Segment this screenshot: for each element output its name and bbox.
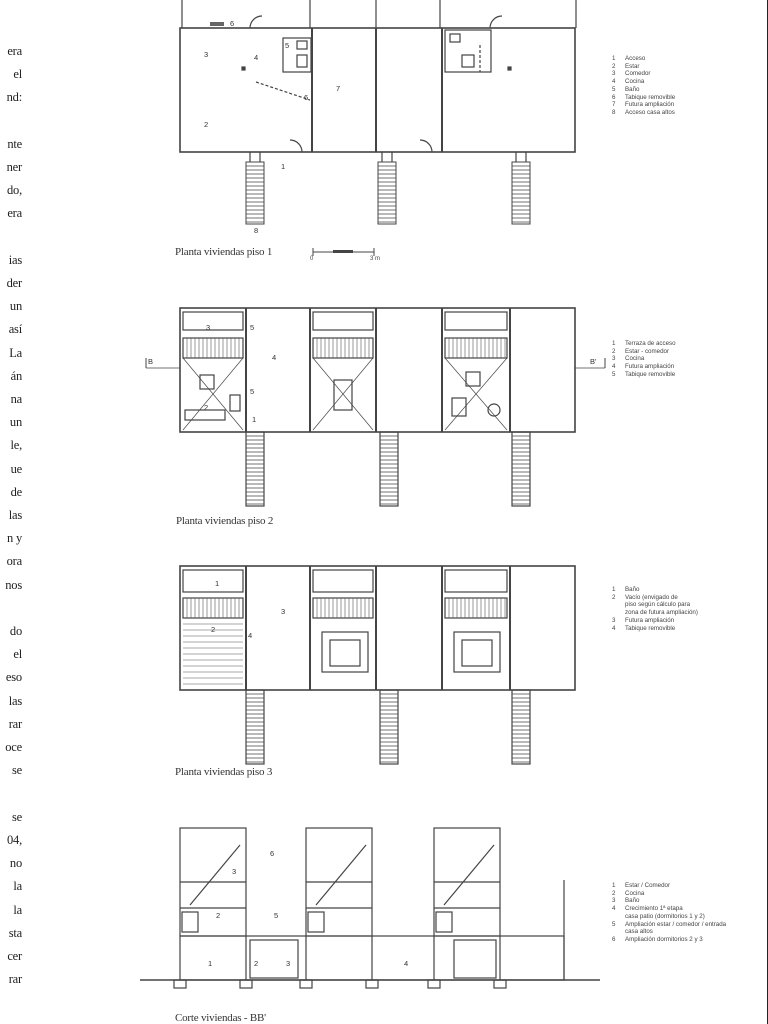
section-marker-left: B <box>148 357 154 366</box>
left-text-line: rar <box>8 716 22 731</box>
left-text-line: cer <box>7 948 22 963</box>
left-text-line: era <box>7 44 22 58</box>
floor1-legend-text: Baño <box>625 85 640 93</box>
floor2-legend-text: Futura ampliación <box>625 363 675 371</box>
left-text-line: un <box>9 299 22 314</box>
floor2-label-3: 3 <box>206 323 211 332</box>
left-text-line: de <box>10 484 22 499</box>
floor2-legend-number: 4 <box>612 363 616 371</box>
section-legend-number: 5 <box>612 920 616 928</box>
floor1-caption: Planta viviendas piso 1 <box>175 246 273 258</box>
section-legend-item <box>612 936 726 944</box>
floor1-legend-text: Comedor <box>625 70 651 78</box>
section-legend-number: 6 <box>612 935 616 943</box>
floor2-label-4: 4 <box>272 353 277 362</box>
floor3-label-3: 3 <box>281 607 286 616</box>
floor1-legend-text: Tabique removible <box>625 93 676 101</box>
floor1-label-1: 1 <box>281 162 286 171</box>
left-text-line: el <box>13 647 22 662</box>
floor2-legend-text: Terraza de acceso <box>625 340 676 347</box>
floor2-legend-number: 1 <box>612 340 616 347</box>
floor1-legend-number: 7 <box>612 101 616 109</box>
left-text-line: ora <box>6 554 22 569</box>
floor1-legend-number: 2 <box>612 62 616 70</box>
floor2-label-2: 2 <box>204 403 209 412</box>
floor3-label-2: 2 <box>211 625 216 634</box>
section-label-3b: 3 <box>286 959 291 968</box>
floor3-legend-number: 4 <box>612 624 616 632</box>
section-label-3: 3 <box>232 867 237 876</box>
floor3-legend-text: Futura ampliación <box>625 616 675 624</box>
section-label-2a: 2 <box>216 911 221 920</box>
floor1-legend-number: 4 <box>612 78 616 86</box>
floor3-legend-number: 3 <box>612 616 616 624</box>
floor1-legend-number: 6 <box>612 93 616 101</box>
section-legend-text: Cocina <box>625 889 645 897</box>
left-text-line: án <box>10 368 22 383</box>
section-legend <box>612 882 726 944</box>
floor2-label-5b: 5 <box>250 387 255 396</box>
section-legend-number: 4 <box>612 905 616 913</box>
floor1-legend-text: Cocina <box>625 78 645 86</box>
floor3-legend-text: Vacío (envigado de piso según cálculo para zona de futura ampliación) <box>625 593 698 617</box>
section-label-5: 5 <box>274 911 279 920</box>
floor1-label-6a: 6 <box>230 19 235 28</box>
floor2-label-5a: 5 <box>250 323 255 332</box>
left-text-line: nte <box>7 136 22 151</box>
left-text-line: der <box>6 276 22 291</box>
floor1-legend-text: Acceso casa altos <box>625 108 675 116</box>
floor2-legend-number: 3 <box>612 355 616 363</box>
section-legend-item <box>612 882 726 890</box>
left-text-line: ias <box>8 252 22 267</box>
floor1-label-2: 2 <box>204 120 209 129</box>
floor1-legend-text: Acceso <box>625 55 646 62</box>
floor2-legend-text: Tabique removible <box>625 370 676 378</box>
section-label-4: 4 <box>404 959 409 968</box>
floor1-label-6b: 6 <box>304 93 309 102</box>
scale-end-label: 3 m <box>370 256 381 262</box>
floor1-legend-number: 5 <box>612 85 616 93</box>
left-text-line: la <box>13 902 22 917</box>
section-legend-item <box>612 921 726 936</box>
floor1-legend-number: 8 <box>612 108 616 116</box>
left-text-line: un <box>9 415 22 430</box>
scale-start-label: 0 <box>310 256 314 262</box>
section-legend-item <box>612 897 726 905</box>
left-text-line: 04, <box>6 832 22 847</box>
floor1-label-3: 3 <box>204 50 209 59</box>
left-text-line: no <box>9 856 22 871</box>
floor2-legend-text: Cocina <box>625 355 645 363</box>
left-text-line: oce <box>5 740 22 755</box>
section-legend-text: Crecimiento 1ª etapa casa patio (dormitorios 1 y 2) <box>625 905 705 920</box>
section-caption: Corte viviendas - BB' <box>175 1012 266 1024</box>
section-label-2b: 2 <box>254 959 259 968</box>
floor3-legend-number: 1 <box>612 586 616 593</box>
floor3-legend-number: 2 <box>612 593 616 601</box>
left-text-line: la <box>13 879 22 894</box>
left-text-line: do <box>9 624 22 639</box>
floor2-caption: Planta viviendas piso 2 <box>176 515 274 527</box>
floor1-label-8: 8 <box>254 226 259 235</box>
left-text-line: na <box>10 392 22 407</box>
floor1-legend-number: 3 <box>612 70 616 78</box>
floor1-legend-number: 1 <box>612 55 616 62</box>
left-text-line: era <box>7 206 22 221</box>
section-legend-text: Baño <box>625 897 640 905</box>
left-text-line: se <box>11 809 22 824</box>
floor2-legend-number: 5 <box>612 370 616 378</box>
section-legend-item <box>612 890 726 898</box>
section-label-1: 1 <box>208 959 213 968</box>
floor1-legend-text: Estar <box>625 62 640 70</box>
section-legend-number: 2 <box>612 889 616 897</box>
floor1-label-7: 7 <box>336 84 341 93</box>
left-text-line: nos <box>5 577 22 592</box>
left-text-line: las <box>8 693 22 708</box>
left-text-line: eso <box>5 670 22 685</box>
left-text-line: el <box>13 67 22 82</box>
floor3-label-4: 4 <box>248 631 253 640</box>
floor3-legend-text: Tabique removible <box>625 624 676 632</box>
left-text-line: se <box>11 763 22 778</box>
left-text-line: así <box>8 322 22 337</box>
floor3-legend-text: Baño <box>625 586 640 593</box>
section-marker-right: B' <box>590 357 597 366</box>
left-text-line: ner <box>6 160 22 175</box>
floor1-label-4: 4 <box>254 53 259 62</box>
left-text-line: rar <box>8 972 22 987</box>
section-legend-text: Estar / Comedor <box>625 882 671 889</box>
left-text-line: ue <box>10 461 22 476</box>
left-text-line: las <box>8 508 22 523</box>
left-text-line: n y <box>6 531 22 546</box>
left-text-line: le, <box>10 438 22 453</box>
floor2-label-1: 1 <box>252 415 257 424</box>
section-legend-number: 3 <box>612 897 616 905</box>
floor2-legend-number: 2 <box>612 347 616 355</box>
section-legend-text: Ampliación dormitorios 2 y 3 <box>625 935 703 943</box>
left-text-line: nd: <box>6 90 22 105</box>
floor1-label-5: 5 <box>285 41 290 50</box>
floor1-legend-text: Futura ampliación <box>625 101 675 109</box>
floor3-caption: Planta viviendas piso 3 <box>175 766 273 778</box>
section-legend-number: 1 <box>612 882 616 889</box>
section-label-6: 6 <box>270 849 275 858</box>
section-legend-text: Ampliación estar / comedor / entrada casa altos <box>625 920 727 936</box>
floor3-label-1: 1 <box>215 579 220 588</box>
left-text-line: La <box>9 345 22 360</box>
section-legend-item <box>612 905 726 920</box>
left-text-line: do, <box>6 183 22 198</box>
floor2-legend-text: Estar - comedor <box>625 347 670 355</box>
left-text-line: sta <box>8 925 22 940</box>
